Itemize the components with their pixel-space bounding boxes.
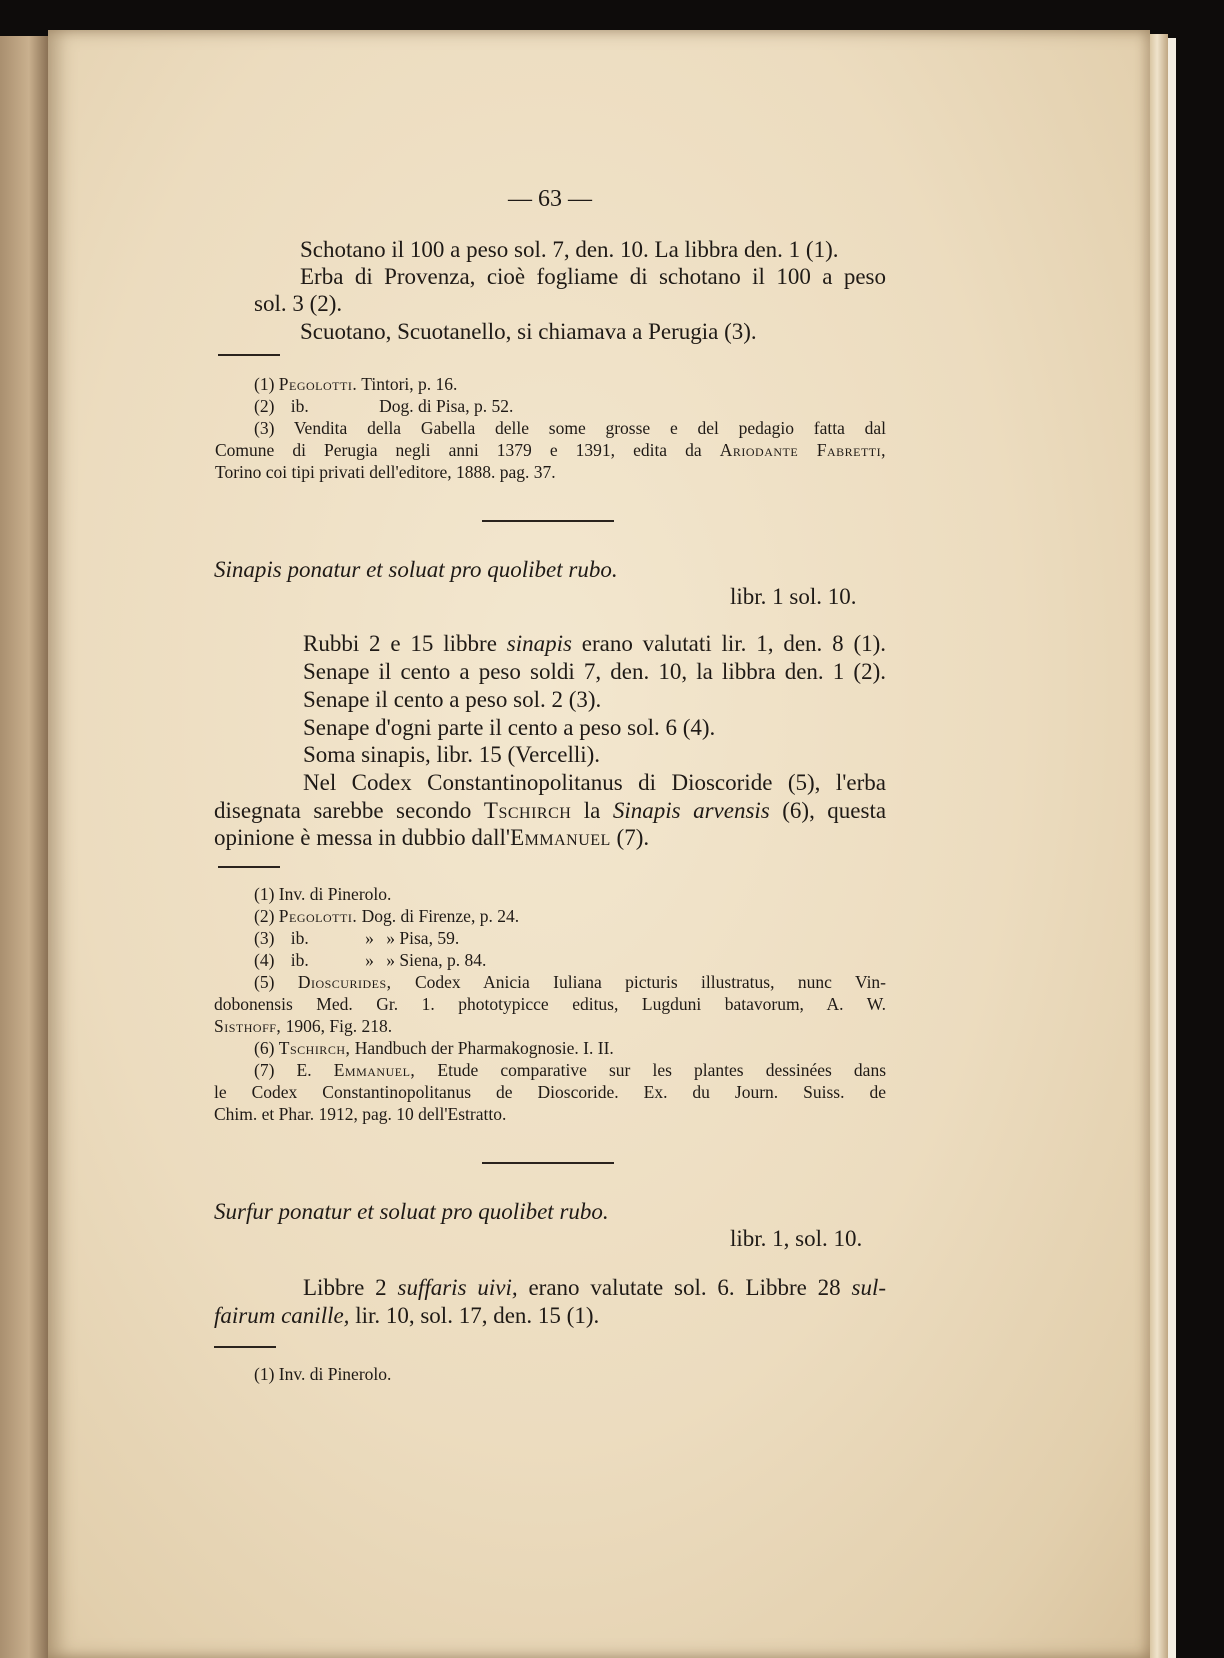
body-line: sol. 3 (2). xyxy=(254,291,343,316)
body-line: Rubbi 2 e 15 libbre sinapis erano valutati lir. 1, den. 8 (1). xyxy=(303,631,887,656)
amount: libr. 1, sol. 10. xyxy=(730,1226,863,1251)
body-line: Senape d'ogni parte il cento a peso sol. 6 (4). xyxy=(303,715,716,740)
body-line: Erba di Provenza, cioè fogliame di schotano il 100 a peso xyxy=(300,264,886,289)
left-page-edge xyxy=(0,36,48,1658)
footnote: (3) Vendita della Gabella delle some grosse e del pedagio fatta dal xyxy=(254,418,886,438)
footnote-rule xyxy=(218,354,280,356)
body-line: Schotano il 100 a peso sol. 7, den. 10. La libbra den. 1 (1). xyxy=(300,237,839,262)
footnote: dobonensis Med. Gr. 1. phototypicce editus, Lugduni batavorum, A. W. xyxy=(214,994,886,1014)
footnote: (1) Pegolotti. Tintori, p. 16. xyxy=(254,374,458,394)
body-line: Senape il cento a peso sol. 2 (3). xyxy=(303,687,602,712)
footnote: Chim. et Phar. 1912, pag. 10 dell'Estratto. xyxy=(214,1104,507,1124)
footnote: (6) Tschirch, Handbuch der Pharmakognosie. I. II. xyxy=(254,1038,614,1058)
body-line: Scuotano, Scuotanello, si chiamava a Perugia (3). xyxy=(300,319,757,344)
amount: libr. 1 sol. 10. xyxy=(730,584,857,609)
footnote: (2) Pegolotti. Dog. di Firenze, p. 24. xyxy=(254,906,520,926)
footnote: Torino coi tipi privati dell'editore, 1888. pag. 37. xyxy=(215,462,556,482)
footnote: (1) Inv. di Pinerolo. xyxy=(254,1364,392,1384)
section-divider xyxy=(482,1162,614,1164)
footnote: (7) E. Emmanuel, Etude comparative sur les plantes dessinées dans xyxy=(254,1060,887,1080)
page-stack-edge xyxy=(1150,34,1168,1658)
footnote: (1) Inv. di Pinerolo. xyxy=(254,884,392,904)
footnote: (2) ib. Dog. di Pisa, p. 52. xyxy=(254,396,514,416)
body-line: Senape il cento a peso soldi 7, den. 10, la libbra den. 1 (2). xyxy=(303,659,886,684)
footnote-rule xyxy=(214,1346,276,1348)
footnote: (4) ib. » » Siena, p. 84. xyxy=(254,950,487,970)
section-heading: Sinapis ponatur et soluat pro quolibet rubo. xyxy=(214,557,618,582)
footnote-rule xyxy=(218,866,280,868)
footnote: le Codex Constantinopolitanus de Dioscoride. Ex. du Journ. Suiss. de xyxy=(214,1082,886,1102)
body-line: fairum canille, lir. 10, sol. 17, den. 15 (1). xyxy=(214,1303,600,1328)
body-line: Soma sinapis, libr. 15 (Vercelli). xyxy=(303,742,601,767)
page-stack-edge-light xyxy=(1168,38,1176,1658)
footnote: (5) Dioscurides, Codex Anicia Iuliana picturis illustratus, nunc Vin- xyxy=(254,972,887,992)
body-line: Nel Codex Constantinopolitanus di Dioscoride (5), l'erba xyxy=(303,770,886,795)
page-number: — 63 — xyxy=(508,186,592,212)
body-line: disegnata sarebbe secondo Tschirch la Sinapis arvensis (6), questa xyxy=(214,798,887,823)
footnote: Comune di Perugia negli anni 1379 e 1391, edita da Ariodante Fabretti, xyxy=(215,440,887,460)
footnote: (3) ib. » » Pisa, 59. xyxy=(254,928,460,948)
section-divider xyxy=(482,520,614,522)
body-line: opinione è messa in dubbio dall'Emmanuel (7). xyxy=(214,825,650,850)
body-line: Libbre 2 suffaris uivi, erano valutate sol. 6. Libbre 28 sul- xyxy=(303,1275,887,1300)
section-heading: Surfur ponatur et soluat pro quolibet rubo. xyxy=(214,1199,609,1224)
footnote: Sisthoff, 1906, Fig. 218. xyxy=(214,1016,393,1036)
